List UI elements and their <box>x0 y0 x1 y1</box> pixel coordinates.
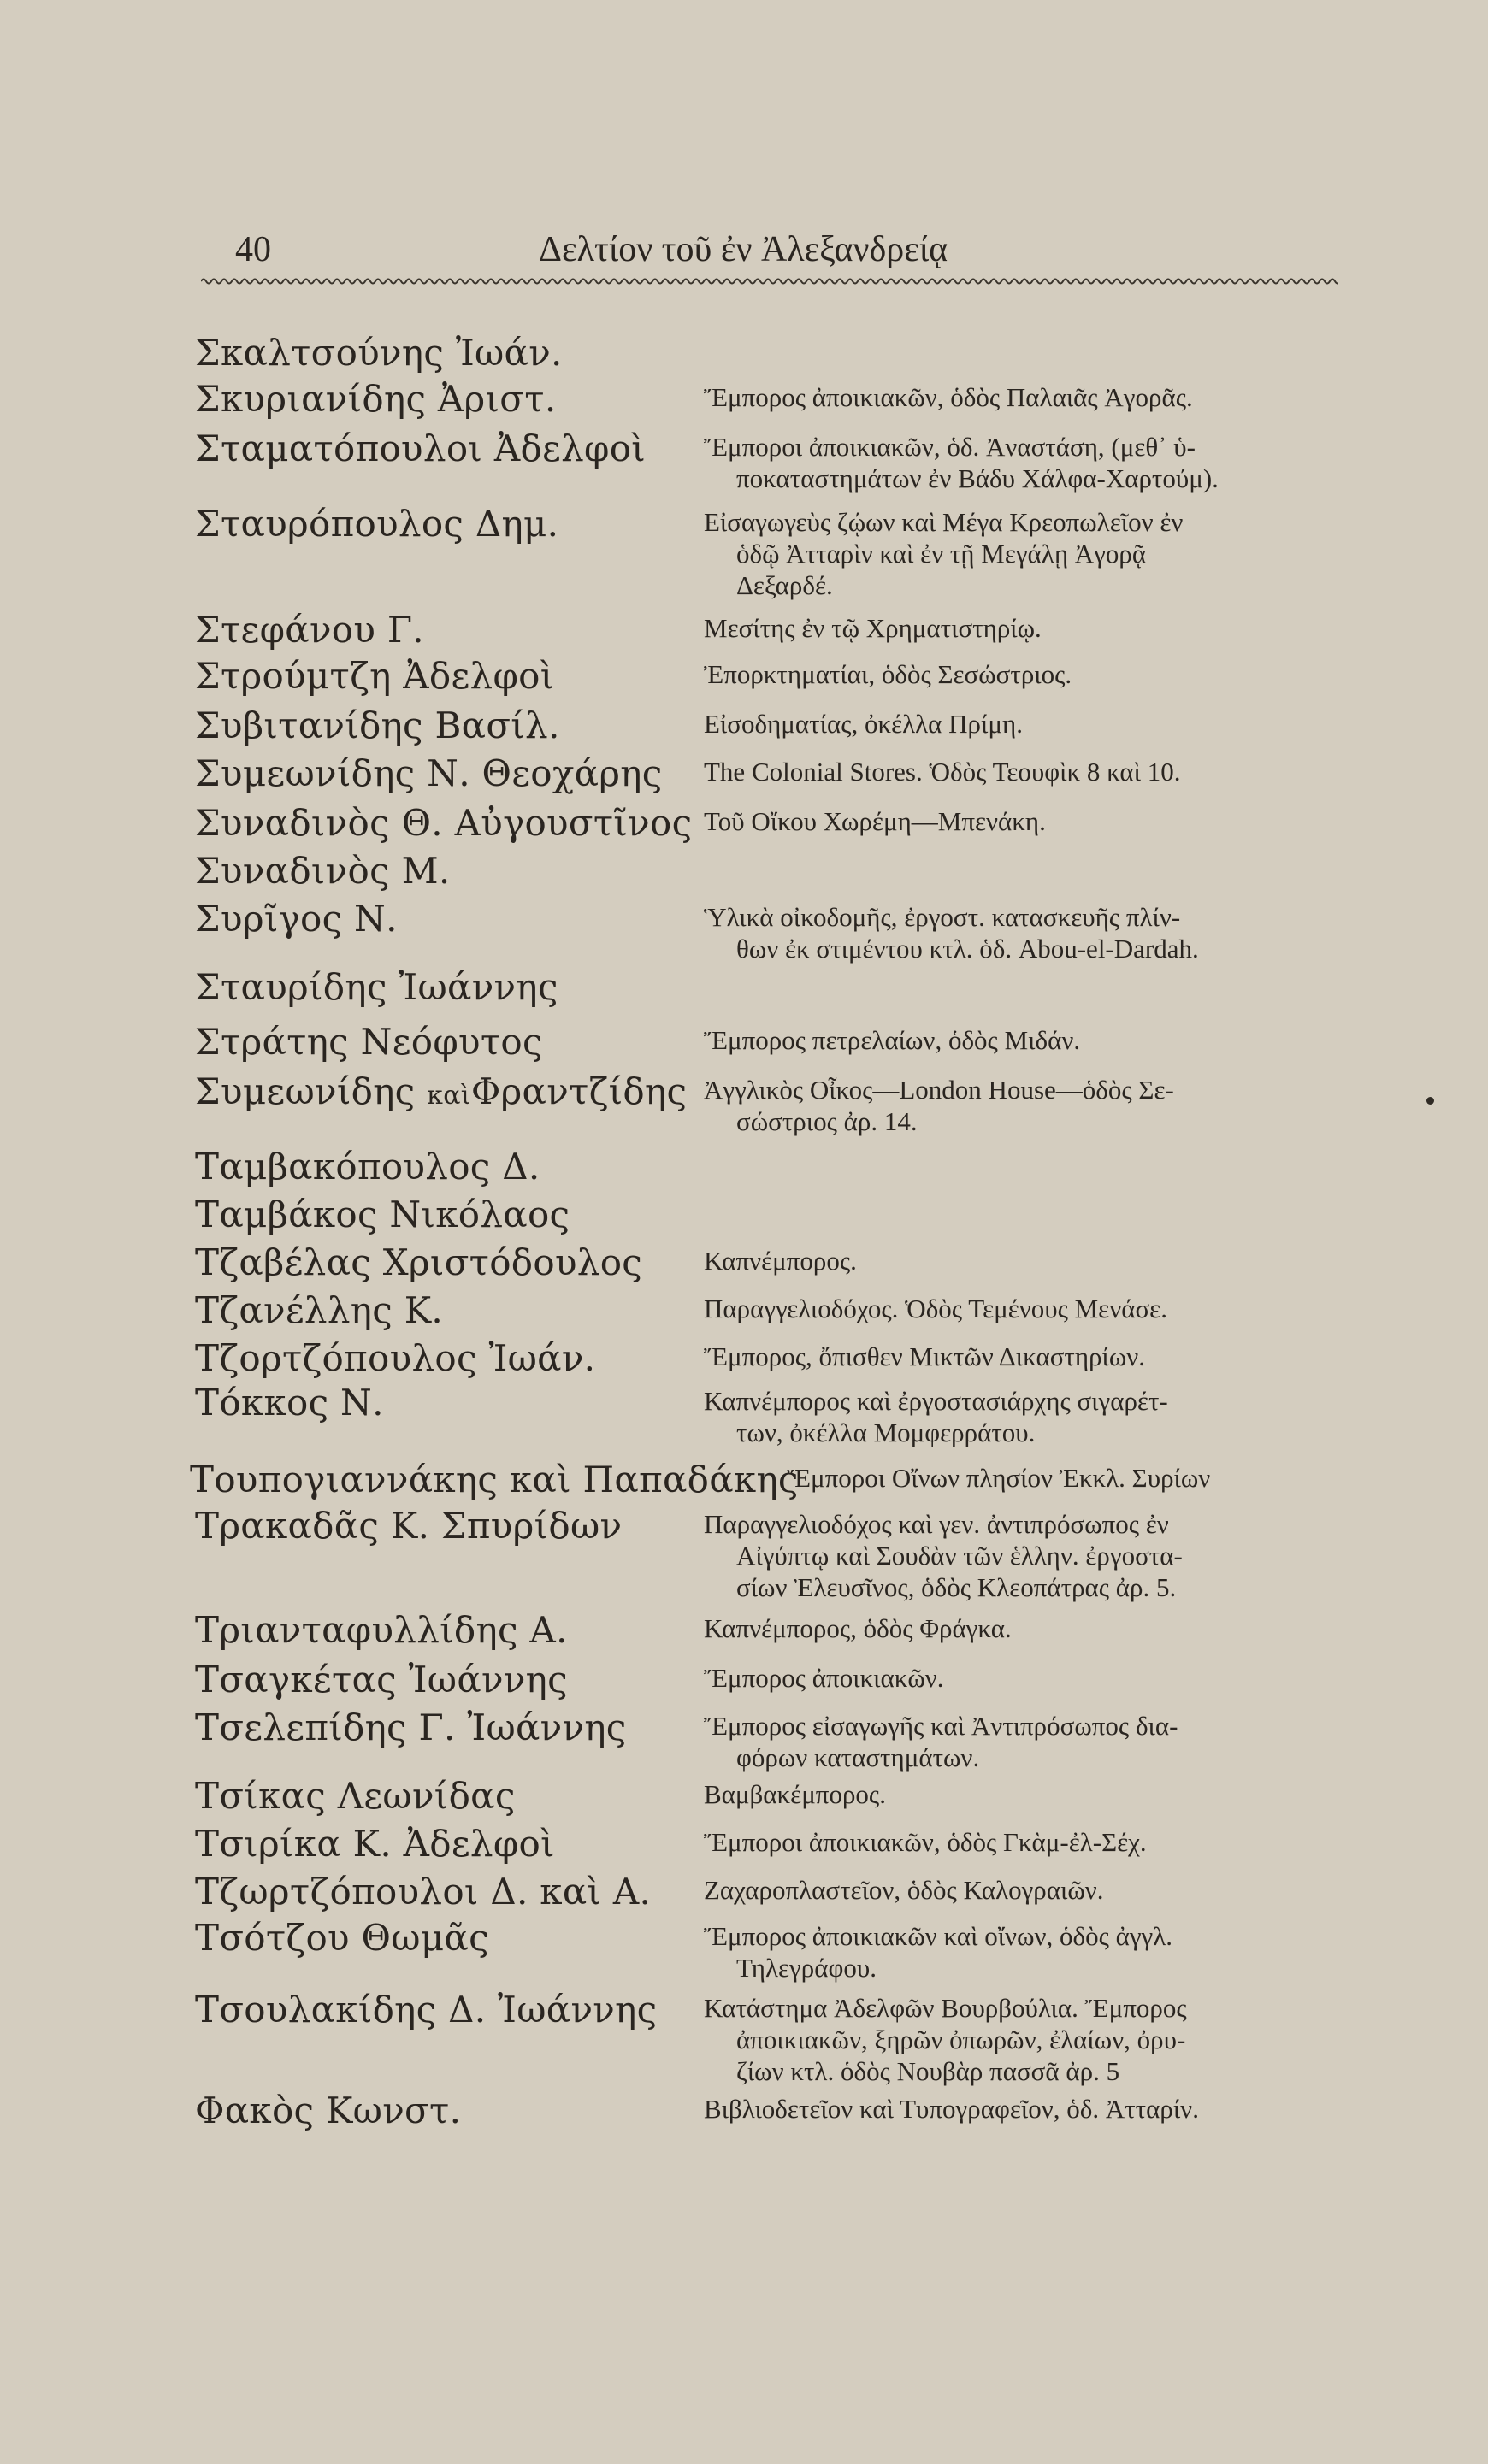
entry-description: Καπνέμπορος, ὁδὸς Φράγκα. <box>704 1613 1012 1643</box>
entry-name: Τριανταφυλλίδης Α. <box>195 1609 568 1651</box>
entry-description: Ἔμπορος, ὄπισθεν Μικτῶν Δικαστηρίων. <box>704 1341 1146 1371</box>
entry-description: Ἔμπορος εἰσαγωγῆς καὶ Ἀντιπρόσωπος δια- φόρων καταστημάτων. <box>704 1711 1178 1772</box>
running-title: Δελτίον τοῦ ἐν Ἀλεξανδρείᾳ <box>539 230 948 269</box>
entry-description: Ζαχαροπλαστεῖον, ὁδὸς Καλογραιῶν. <box>704 1875 1104 1905</box>
entry-name: Τζανέλλης Κ. <box>195 1289 444 1331</box>
entry-name: Συναδινὸς Θ. Αὐγουστῖνος <box>195 802 693 844</box>
entry-description: The Colonial Stores. Ὁδὸς Τεουφὶκ 8 καὶ 10. <box>704 757 1181 787</box>
entry-name: Τσαγκέτας Ἰωάννης <box>195 1659 568 1701</box>
entry-name: Τσελεπίδης Γ. Ἰωάννης <box>195 1707 627 1748</box>
entry-name: Τσουλακίδης Δ. Ἰωάννης <box>195 1989 658 2031</box>
entry-name: Συβιτανίδης Βασίλ. <box>195 704 560 746</box>
entry-description: Ὑλικὰ οἰκοδομῆς, ἐργοστ. κατασκευῆς πλίν- θων ἐκ στιμέντου κτλ. ὁδ. Abou-el-Dardah. <box>704 902 1199 964</box>
entry-description: Ἔμποροι ἀποικιακῶν, ὁδὸς Γκὰμ-ἐλ-Σέχ. <box>704 1827 1147 1857</box>
entry-description: Καπνέμπορος καὶ ἐργοστασιάρχης σιγαρέτ- των, ὀκέλλα Μομφερράτου. <box>704 1386 1168 1447</box>
entry-description: Ἔμπορος πετρελαίων, ὁδὸς Μιδάν. <box>704 1025 1081 1055</box>
entry-description: Βαμβακέμπορος. <box>704 1779 886 1809</box>
entry-name: Τζορτζόπουλος Ἰωάν. <box>195 1337 596 1379</box>
entry-name: Συμεωνίδης Ν. Θεοχάρης <box>195 752 663 794</box>
entry-name: Στεφάνου Γ. <box>195 609 424 651</box>
entry-description: Παραγγελιοδόχος. Ὁδὸς Τεμένους Μενάσε. <box>704 1294 1167 1323</box>
entry-name: Σκυριανίδης Ἀριστ. <box>195 378 557 420</box>
entry-name: Τζαβέλας Χριστόδουλος <box>195 1241 643 1283</box>
page-number: 40 <box>235 230 271 269</box>
entry-description: Ἔμποροι Οἴνων πλησίον Ἐκκλ. Συρίων <box>787 1463 1211 1493</box>
entry-name: Τσιρίκα Κ. Ἀδελφοὶ <box>195 1823 555 1865</box>
entry-name: Στράτης Νεόφυτος <box>195 1021 543 1063</box>
entry-name: Συρῖγος Ν. <box>195 898 398 940</box>
entry-name: Ταμβάκος Νικόλαος <box>195 1194 570 1235</box>
entry-name: Τουπογιαννάκης καὶ Παπαδάκης <box>190 1459 799 1500</box>
entry-name: Φακὸς Κωνστ. <box>195 2090 462 2131</box>
entry-description: Καπνέμπορος. <box>704 1246 857 1276</box>
entry-name: Σταυρίδης Ἰωάννης <box>195 966 558 1008</box>
entry-description: Εἰσοδηματίας, ὀκέλλα Πρίμη. <box>704 709 1023 739</box>
entry-name: Ταμβακόπουλος Δ. <box>195 1146 540 1188</box>
entry-name: Τσίκας Λεωνίδας <box>195 1775 516 1817</box>
entry-name: Τόκκος Ν. <box>195 1382 384 1424</box>
entry-name: Συναδινὸς Μ. <box>195 850 451 892</box>
entry-description: Ἔμποροι ἀποικιακῶν, ὁδ. Ἀναστάση, (μεθ᾽ ὑ- ποκαταστημάτων ἐν Βάδυ Χάλφα-Χαρτούμ). <box>704 432 1219 493</box>
entry-name: Στρούμτζη Ἀδελφοὶ <box>195 655 555 697</box>
entry-description: Ἀγγλικὸς Οἶκος—London House—ὁδὸς Σε- σώστριος ἀρ. 14. <box>704 1075 1174 1136</box>
entry-name: Συμεωνίδης καὶΦραντζίδης <box>195 1070 688 1112</box>
entry-description: Κατάστημα Ἀδελφῶν Βουρβούλια. Ἔμπορος ἀποικιακῶν, ξηρῶν ὀπωρῶν, ἐλαίων, ὀρυ- ζίων κτλ. ὁδὸς Νουβὰρ πασσᾶ ἀρ. 5 <box>704 1993 1187 2086</box>
ink-speck <box>1426 1097 1434 1105</box>
entry-description: Βιβλιοδετεῖον καὶ Τυπογραφεῖον, ὁδ. Ἀτταρίν. <box>704 2094 1199 2124</box>
entry-description: Ἔμπορος ἀποικιακῶν καὶ οἴνων, ὁδὸς ἀγγλ. Τηλεγράφου. <box>704 1921 1173 1983</box>
entry-description: Ἔμπορος ἀποικιακῶν, ὁδὸς Παλαιᾶς Ἀγορᾶς. <box>704 382 1193 412</box>
entry-name: Τσότζου Θωμᾶς <box>195 1917 489 1959</box>
entry-name: Τζωρτζόπουλοι Δ. καὶ Α. <box>195 1871 652 1913</box>
entry-name: Σκαλτσούνης Ἰωάν. <box>195 332 563 374</box>
entry-name: Σταυρόπουλος Δημ. <box>195 503 559 545</box>
entry-name: Τρακαδᾶς Κ. Σπυρίδων <box>195 1505 623 1547</box>
entry-description: Εἰσαγωγεὺς ζῴων καὶ Μέγα Κρεοπωλεῖον ἐν ὁδῷ Ἀτταρὶν καὶ ἐν τῇ Μεγάλῃ Ἀγορᾷ Δεξαρδέ. <box>704 507 1184 600</box>
entry-description: Ἔμπορος ἀποικιακῶν. <box>704 1663 944 1693</box>
entry-description: Ἐπορκτηματίαι, ὁδὸς Σεσώστριος. <box>704 659 1072 689</box>
entry-name: Σταματόπουλοι Ἀδελφοὶ <box>195 427 647 469</box>
decorative-wavy-rule <box>201 275 1338 287</box>
entry-description: Μεσίτης ἐν τῷ Χρηματιστηρίῳ. <box>704 613 1042 643</box>
entry-description: Παραγγελιοδόχος καὶ γεν. ἀντιπρόσωπος ἐν Αἰγύπτῳ καὶ Σουδὰν τῶν ἑλλην. ἐργοστα- σίων Ἐλευσῖνος, ὁδὸς Κλεοπάτρας ἀρ. 5. <box>704 1509 1183 1602</box>
entry-description: Τοῦ Οἴκου Χωρέμη—Μπενάκη. <box>704 806 1046 836</box>
